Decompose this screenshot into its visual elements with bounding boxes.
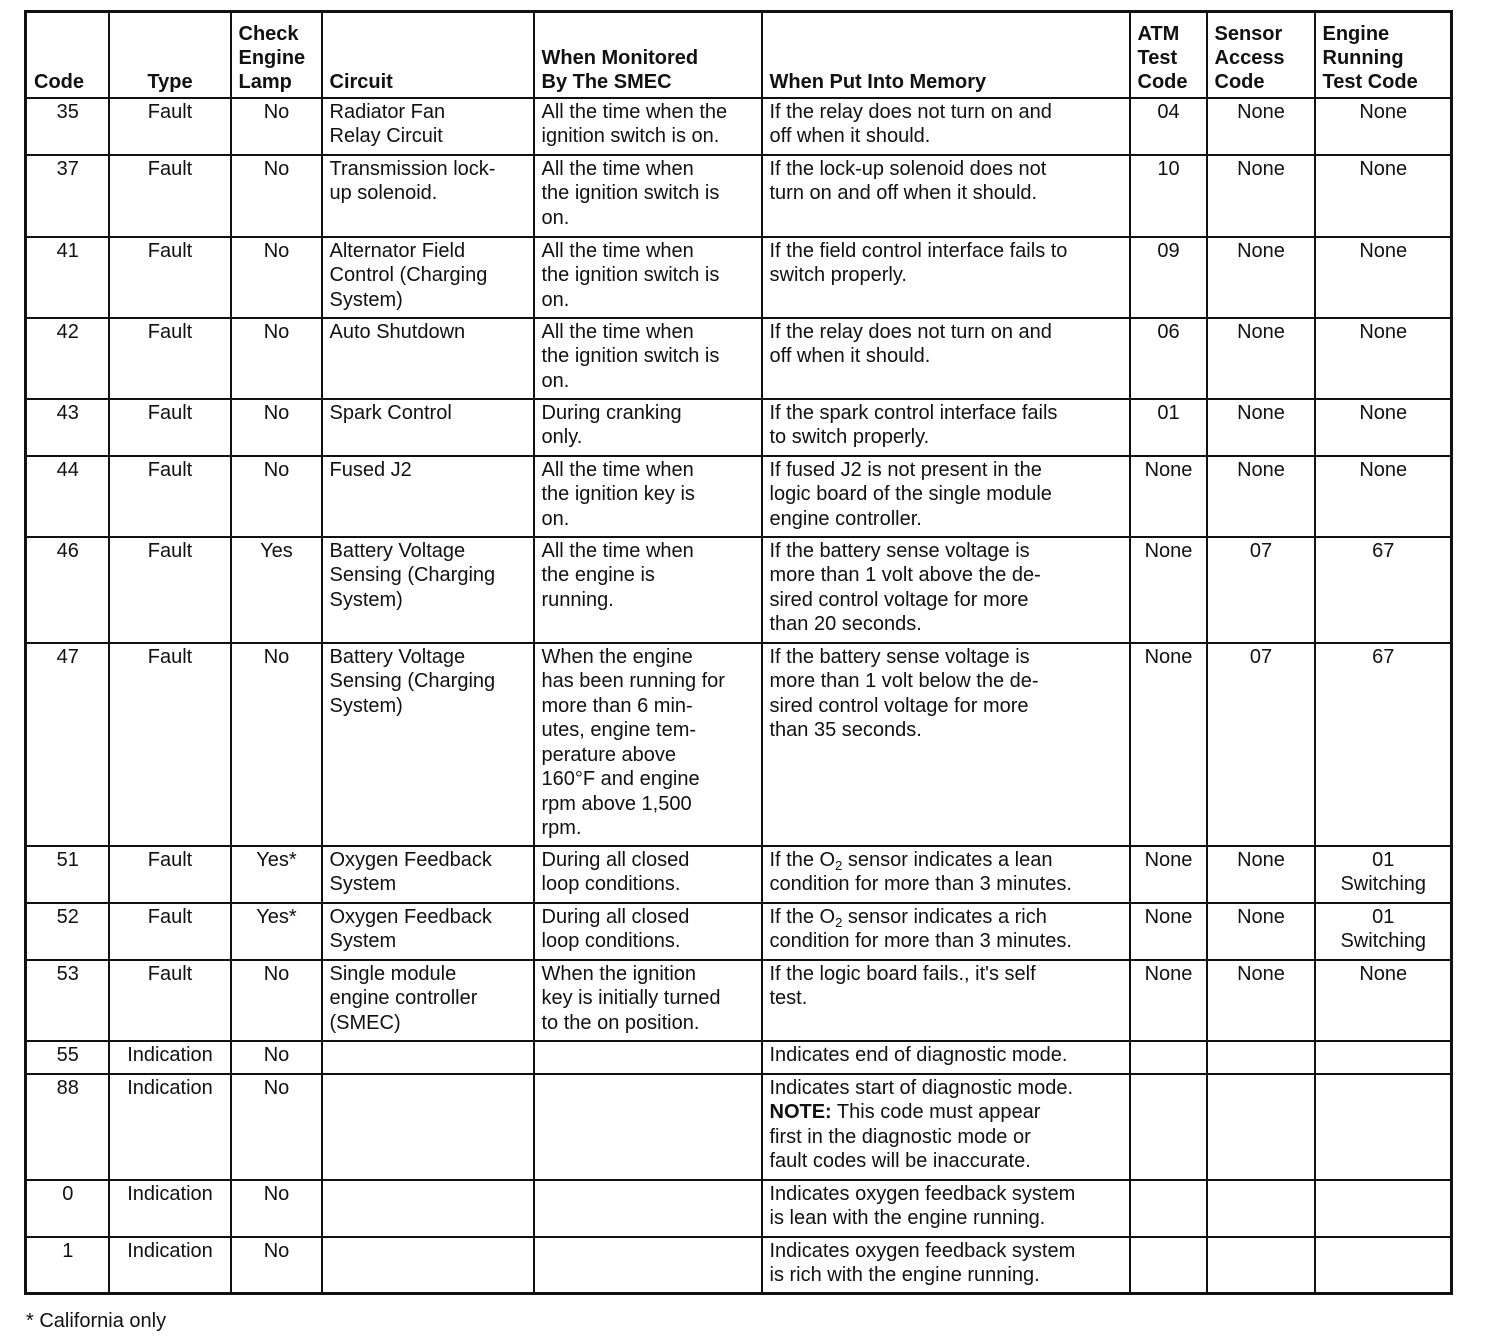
when-monitored-cell — [534, 960, 762, 1041]
cell-line: Indicates end of diagnostic mode. — [769, 1043, 1068, 1066]
type-cell: Fault — [109, 537, 231, 643]
circuit-cell — [322, 643, 534, 846]
header-line: Access — [1214, 46, 1285, 69]
cell-line: logic board of the single module — [769, 483, 1052, 505]
cell-line: (SMEC) — [329, 1011, 401, 1034]
circuit-cell — [322, 846, 534, 903]
cell-line: Alternator Field — [329, 239, 466, 262]
cell-line: to the on position. — [541, 1011, 700, 1034]
sensor-access-code-cell: None — [1207, 98, 1315, 155]
atm-test-code-cell — [1130, 1237, 1207, 1294]
cell-line: 67 — [1372, 645, 1395, 668]
circuit-cell — [322, 318, 534, 399]
table-body — [26, 98, 1452, 1294]
header-sensor-access-code — [1207, 12, 1315, 98]
circuit-cell — [322, 1180, 534, 1237]
code-cell: 53 — [26, 960, 109, 1041]
engine-running-test-code-cell — [1315, 903, 1452, 960]
cell-line: System — [329, 930, 397, 952]
diagnostic-codes-table — [24, 10, 1453, 1295]
table-row — [26, 537, 1452, 643]
engine-running-test-code-cell — [1315, 1237, 1452, 1294]
table-row — [26, 643, 1452, 846]
sensor-access-code-cell: None — [1207, 318, 1315, 399]
check-engine-lamp-cell: Yes* — [231, 846, 322, 903]
cell-line: the ignition switch is — [541, 264, 720, 286]
atm-test-code-cell: None — [1130, 643, 1207, 846]
when-monitored-cell — [534, 399, 762, 456]
table-row — [26, 237, 1452, 318]
code-cell: 88 — [26, 1074, 109, 1180]
when-monitored-cell — [534, 1041, 762, 1074]
check-engine-lamp-cell: No — [231, 399, 322, 456]
sensor-access-code-cell: None — [1207, 237, 1315, 318]
cell-line: None — [1359, 320, 1408, 343]
header-line: When Monitored — [541, 46, 699, 69]
code-cell: 43 — [26, 399, 109, 456]
code-cell: 42 — [26, 318, 109, 399]
cell-line: If fused J2 is not present in the — [769, 458, 1042, 481]
when-put-into-memory-cell — [762, 537, 1130, 643]
check-engine-lamp-cell: No — [231, 237, 322, 318]
sensor-access-code-cell — [1207, 1074, 1315, 1180]
sensor-access-code-cell: 07 — [1207, 643, 1315, 846]
cell-line: sired control voltage for more — [769, 588, 1029, 611]
engine-running-test-code-cell — [1315, 318, 1452, 399]
type-cell: Indication — [109, 1180, 231, 1237]
header-when-monitored — [534, 12, 762, 98]
header-line: Code — [1137, 70, 1188, 93]
cell-line: utes, engine tem- — [541, 719, 697, 741]
cell-line: None — [1359, 239, 1408, 262]
cell-line: If the logic board fails., it's self — [769, 962, 1036, 985]
cell-line: During cranking — [541, 401, 682, 424]
table-row — [26, 846, 1452, 903]
cell-line: loop conditions. — [541, 930, 681, 952]
header-line: Sensor — [1214, 22, 1283, 45]
check-engine-lamp-cell: No — [231, 960, 322, 1041]
cell-line: ignition switch is on. — [541, 125, 720, 147]
atm-test-code-cell — [1130, 1180, 1207, 1237]
when-monitored-cell — [534, 237, 762, 318]
table-row — [26, 1041, 1452, 1074]
sensor-access-code-cell — [1207, 1041, 1315, 1074]
type-cell: Fault — [109, 98, 231, 155]
code-cell: 0 — [26, 1180, 109, 1237]
code-cell: 37 — [26, 155, 109, 237]
table-row — [26, 155, 1452, 237]
cell-line: Control (Charging — [329, 264, 488, 286]
cell-line: is rich with the engine running. — [769, 1264, 1040, 1286]
header-line: Code — [1214, 70, 1265, 93]
cell-line: engine controller. — [769, 507, 922, 530]
cell-line: to switch properly. — [769, 426, 930, 448]
circuit-cell — [322, 1237, 534, 1294]
check-engine-lamp-cell: No — [231, 456, 322, 537]
atm-test-code-cell: None — [1130, 456, 1207, 537]
header-circuit: Circuit — [322, 12, 534, 98]
subscript-2: 2 — [835, 914, 843, 930]
sensor-access-code-cell: None — [1207, 960, 1315, 1041]
cell-line: running. — [541, 588, 614, 611]
atm-test-code-cell: 06 — [1130, 318, 1207, 399]
header-when-put-into-memory: When Put Into Memory — [762, 12, 1130, 98]
cell-line: None — [1359, 458, 1408, 481]
header-line: Engine — [238, 46, 306, 69]
cell-line: System) — [329, 694, 403, 717]
circuit-cell — [322, 155, 534, 237]
cell-line: loop conditions. — [541, 873, 681, 895]
cell-line: Sensing (Charging — [329, 564, 496, 586]
header-line: Lamp — [238, 70, 292, 93]
table-row — [26, 399, 1452, 456]
engine-running-test-code-cell — [1315, 155, 1452, 237]
cell-line: None — [1359, 157, 1408, 180]
check-engine-lamp-cell: No — [231, 643, 322, 846]
engine-running-test-code-cell — [1315, 98, 1452, 155]
when-monitored-cell — [534, 537, 762, 643]
cell-line: Radiator Fan — [329, 100, 446, 123]
atm-test-code-cell: None — [1130, 537, 1207, 643]
when-put-into-memory-cell — [762, 237, 1130, 318]
cell-line: is lean with the engine running. — [769, 1207, 1046, 1229]
sensor-access-code-cell: None — [1207, 456, 1315, 537]
when-put-into-memory-cell — [762, 846, 1130, 903]
cell-line: has been running for — [541, 670, 725, 692]
code-cell: 41 — [26, 237, 109, 318]
cell-line: 01 — [1372, 848, 1395, 871]
header-line: ATM — [1137, 22, 1180, 45]
cell-line: turn on and off when it should. — [769, 182, 1038, 204]
atm-test-code-cell: None — [1130, 960, 1207, 1041]
table-header-row — [26, 12, 1452, 98]
cell-line: more than 1 volt below the de- — [769, 670, 1039, 692]
cell-line: System) — [329, 288, 403, 311]
header-line: Test Code — [1322, 70, 1418, 93]
cell-line: rpm. — [541, 817, 582, 839]
type-cell: Indication — [109, 1074, 231, 1180]
cell-line: During all closed — [541, 848, 690, 871]
cell-line: Oxygen Feedback — [329, 905, 492, 928]
cell-line: Switching — [1340, 873, 1427, 895]
type-cell: Fault — [109, 903, 231, 960]
note-line: fault codes will be inaccurate. — [769, 1150, 1031, 1172]
when-put-into-memory-cell — [762, 318, 1130, 399]
cell-line: None — [1359, 962, 1408, 985]
when-put-into-memory-cell — [762, 399, 1130, 456]
table-row — [26, 903, 1452, 960]
cell-line: test. — [769, 987, 808, 1009]
cell-line: Transmission lock- — [329, 157, 496, 180]
check-engine-lamp-cell: No — [231, 1180, 322, 1237]
cell-line: During all closed — [541, 905, 690, 928]
engine-running-test-code-cell — [1315, 1180, 1452, 1237]
cell-line: Battery Voltage — [329, 645, 466, 668]
atm-test-code-cell: 01 — [1130, 399, 1207, 456]
code-cell: 47 — [26, 643, 109, 846]
type-cell: Fault — [109, 155, 231, 237]
cell-line: When the ignition — [541, 962, 697, 985]
engine-running-test-code-cell — [1315, 960, 1452, 1041]
type-cell: Fault — [109, 846, 231, 903]
subscript-2: 2 — [835, 857, 843, 873]
cell-line: 160°F and engine — [541, 768, 700, 790]
cell-line: only. — [541, 426, 583, 448]
type-cell: Indication — [109, 1237, 231, 1294]
atm-test-code-cell: 09 — [1130, 237, 1207, 318]
when-monitored-cell — [534, 903, 762, 960]
when-monitored-cell — [534, 643, 762, 846]
when-monitored-cell — [534, 1180, 762, 1237]
header-line: By The SMEC — [541, 70, 672, 93]
when-monitored-cell — [534, 846, 762, 903]
circuit-cell — [322, 237, 534, 318]
engine-running-test-code-cell — [1315, 399, 1452, 456]
cell-line: None — [1359, 401, 1408, 424]
check-engine-lamp-cell: No — [231, 1074, 322, 1180]
sensor-access-code-cell: None — [1207, 155, 1315, 237]
when-put-into-memory-cell — [762, 1074, 1130, 1180]
cell-line: Relay Circuit — [329, 125, 443, 147]
when-put-into-memory-cell — [762, 1180, 1130, 1237]
cell-line: Indicates oxygen feedback system — [769, 1239, 1076, 1262]
sensor-access-code-cell: None — [1207, 846, 1315, 903]
cell-line: Indicates oxygen feedback system — [769, 1182, 1076, 1205]
when-put-into-memory-cell — [762, 1041, 1130, 1074]
atm-test-code-cell: 10 — [1130, 155, 1207, 237]
sensor-access-code-cell — [1207, 1237, 1315, 1294]
table-row — [26, 318, 1452, 399]
cell-line: than 20 seconds. — [769, 613, 922, 635]
table-row — [26, 960, 1452, 1041]
cell-line: System) — [329, 588, 403, 611]
cell-line: Auto Shutdown — [329, 320, 466, 343]
check-engine-lamp-cell: No — [231, 1041, 322, 1074]
cell-line: the ignition key is — [541, 483, 695, 505]
circuit-cell — [322, 98, 534, 155]
when-monitored-cell — [534, 1074, 762, 1180]
engine-running-test-code-cell — [1315, 846, 1452, 903]
code-cell: 46 — [26, 537, 109, 643]
note-label: NOTE: — [769, 1101, 832, 1123]
engine-running-test-code-cell — [1315, 537, 1452, 643]
table-row — [26, 98, 1452, 155]
sensor-access-code-cell: None — [1207, 399, 1315, 456]
cell-line: condition for more than 3 minutes. — [769, 930, 1072, 952]
cell-line: If the lock-up solenoid does not — [769, 157, 1047, 180]
circuit-cell — [322, 1041, 534, 1074]
engine-running-test-code-cell — [1315, 456, 1452, 537]
cell-line: If the battery sense voltage is — [769, 645, 1030, 668]
cell-line: condition for more than 3 minutes. — [769, 873, 1072, 895]
cell-line: rpm above 1,500 — [541, 792, 692, 815]
type-cell: Fault — [109, 399, 231, 456]
cell-line: on. — [541, 288, 570, 311]
circuit-cell — [322, 960, 534, 1041]
cell-line: Oxygen Feedback — [329, 848, 492, 871]
when-put-into-memory-cell — [762, 903, 1130, 960]
sensor-access-code-cell: 07 — [1207, 537, 1315, 643]
cell-line: None — [1359, 100, 1408, 123]
table-row — [26, 1074, 1452, 1180]
check-engine-lamp-cell: Yes* — [231, 903, 322, 960]
header-line: Engine — [1322, 22, 1390, 45]
check-engine-lamp-cell: Yes — [231, 537, 322, 643]
cell-line: System — [329, 873, 397, 895]
type-cell: Fault — [109, 237, 231, 318]
check-engine-lamp-cell: No — [231, 318, 322, 399]
header-check-engine-lamp — [231, 12, 322, 98]
footnote-california-only: * California only — [26, 1310, 167, 1332]
engine-running-test-code-cell — [1315, 237, 1452, 318]
cell-line: Switching — [1340, 930, 1427, 952]
code-cell: 52 — [26, 903, 109, 960]
atm-test-code-cell — [1130, 1074, 1207, 1180]
cell-line: on. — [541, 206, 570, 229]
when-monitored-cell — [534, 1237, 762, 1294]
cell-line: than 35 seconds. — [769, 719, 922, 741]
when-monitored-cell — [534, 98, 762, 155]
table-row — [26, 1237, 1452, 1294]
engine-running-test-code-cell — [1315, 1041, 1452, 1074]
when-put-into-memory-cell — [762, 98, 1130, 155]
cell-line: If the $O_2$ sensor indicates a lean — [769, 848, 1053, 873]
cell-line: perature above — [541, 743, 677, 766]
cell-line: switch properly. — [769, 264, 907, 286]
circuit-cell — [322, 537, 534, 643]
cell-line: All the time when the — [541, 100, 728, 123]
circuit-cell — [322, 1074, 534, 1180]
cell-line: the ignition switch is — [541, 345, 720, 367]
code-cell: 35 — [26, 98, 109, 155]
cell-line: All the time when — [541, 320, 694, 343]
type-cell: Indication — [109, 1041, 231, 1074]
cell-line: If the $O_2$ sensor indicates a rich — [769, 905, 1047, 930]
cell-line: Battery Voltage — [329, 539, 466, 562]
cell-line: up solenoid. — [329, 182, 438, 204]
cell-line: If the battery sense voltage is — [769, 539, 1030, 562]
atm-test-code-cell: None — [1130, 846, 1207, 903]
cell-line: on. — [541, 507, 570, 530]
sensor-access-code-cell — [1207, 1180, 1315, 1237]
cell-line: Sensing (Charging — [329, 670, 496, 692]
cell-line: If the relay does not turn on and — [769, 100, 1052, 123]
cell-line: on. — [541, 369, 570, 392]
header-code: Code — [26, 12, 109, 98]
cell-line: 01 — [1372, 905, 1395, 928]
note-text: This code must appear — [831, 1101, 1041, 1123]
table-row — [26, 456, 1452, 537]
cell-line: All the time when — [541, 157, 694, 180]
when-put-into-memory-cell — [762, 155, 1130, 237]
header-line: Running — [1322, 46, 1404, 69]
circuit-cell — [322, 456, 534, 537]
type-cell: Fault — [109, 960, 231, 1041]
code-cell: 44 — [26, 456, 109, 537]
cell-line: Single module — [329, 962, 457, 985]
atm-test-code-cell — [1130, 1041, 1207, 1074]
cell-line: If the spark control interface fails — [769, 401, 1058, 424]
header-atm-test-code — [1130, 12, 1207, 98]
code-cell: 55 — [26, 1041, 109, 1074]
when-put-into-memory-cell — [762, 1237, 1130, 1294]
header-line: Test — [1137, 46, 1178, 69]
code-cell: 1 — [26, 1237, 109, 1294]
when-monitored-cell — [534, 155, 762, 237]
when-put-into-memory-cell — [762, 643, 1130, 846]
cell-line: When the engine — [541, 645, 693, 668]
when-monitored-cell — [534, 456, 762, 537]
cell-line: All the time when — [541, 458, 694, 481]
atm-test-code-cell: None — [1130, 903, 1207, 960]
header-line: Check — [238, 22, 299, 45]
cell-line: more than 6 min- — [541, 694, 693, 717]
cell-line: Spark Control — [329, 401, 452, 424]
when-put-into-memory-cell — [762, 456, 1130, 537]
check-engine-lamp-cell: No — [231, 98, 322, 155]
when-monitored-cell — [534, 318, 762, 399]
note-line: first in the diagnostic mode or — [769, 1125, 1031, 1148]
cell-line: sired control voltage for more — [769, 694, 1029, 717]
cell-line: All the time when — [541, 239, 694, 262]
cell-line: 67 — [1372, 539, 1395, 562]
code-cell: 51 — [26, 846, 109, 903]
sensor-access-code-cell: None — [1207, 903, 1315, 960]
engine-running-test-code-cell — [1315, 643, 1452, 846]
header-engine-running-test-code — [1315, 12, 1452, 98]
circuit-cell — [322, 399, 534, 456]
cell-line: engine controller — [329, 987, 478, 1009]
cell-line: the engine is — [541, 564, 655, 586]
type-cell: Fault — [109, 318, 231, 399]
cell-line: off when it should. — [769, 125, 931, 147]
cell-line: Fused J2 — [329, 458, 412, 481]
cell-line: Indicates start of diagnostic mode. — [769, 1076, 1073, 1099]
cell-line: the ignition switch is — [541, 182, 720, 204]
type-cell: Fault — [109, 456, 231, 537]
check-engine-lamp-cell: No — [231, 1237, 322, 1294]
header-type: Type — [109, 12, 231, 98]
cell-line: off when it should. — [769, 345, 931, 367]
cell-line: If the relay does not turn on and — [769, 320, 1052, 343]
cell-line: key is initially turned — [541, 987, 721, 1009]
atm-test-code-cell: 04 — [1130, 98, 1207, 155]
cell-line: All the time when — [541, 539, 694, 562]
circuit-cell — [322, 903, 534, 960]
cell-line: more than 1 volt above the de- — [769, 564, 1041, 586]
cell-line: If the field control interface fails to — [769, 239, 1068, 262]
note-line — [770, 1100, 1123, 1125]
when-put-into-memory-cell — [762, 960, 1130, 1041]
type-cell: Fault — [109, 643, 231, 846]
check-engine-lamp-cell: No — [231, 155, 322, 237]
engine-running-test-code-cell — [1315, 1074, 1452, 1180]
table-row — [26, 1180, 1452, 1237]
